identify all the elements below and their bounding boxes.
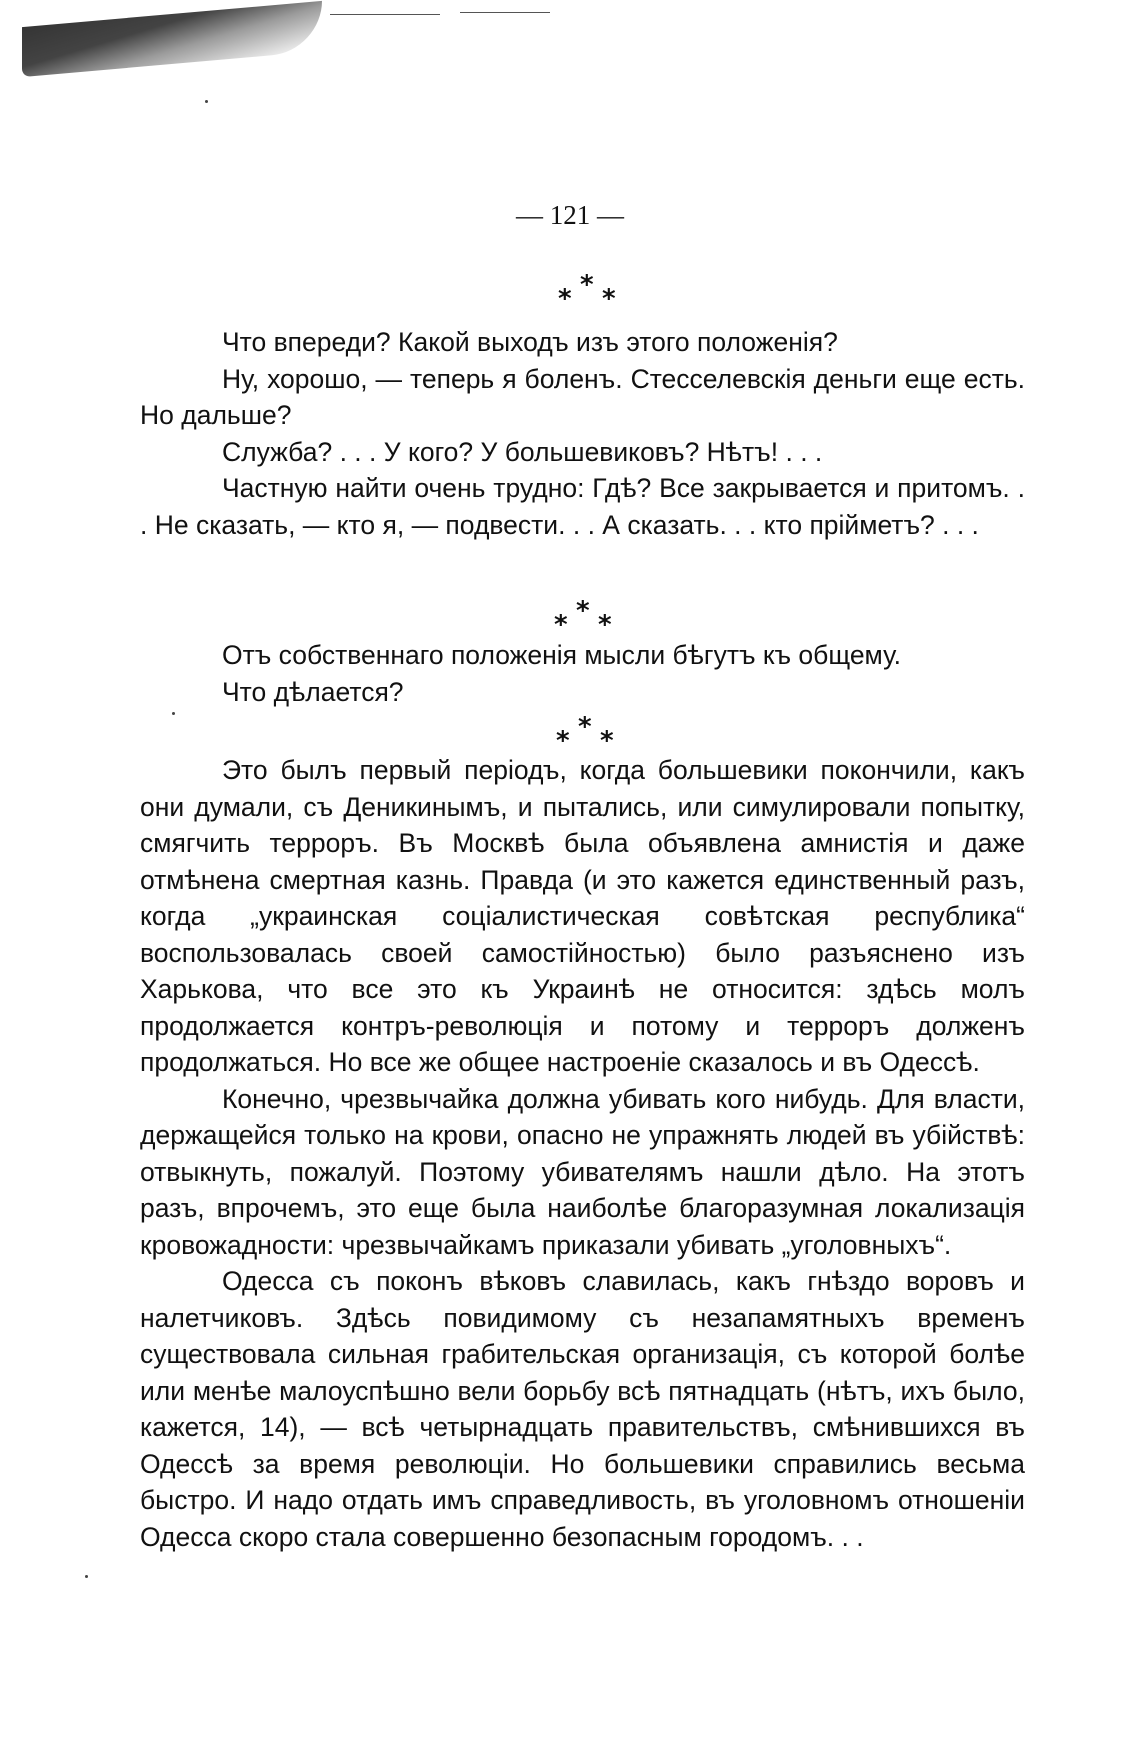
asterisk: *: [554, 610, 568, 640]
section-separator: [554, 598, 674, 638]
asterisk: *: [602, 284, 616, 314]
asterisk: *: [578, 712, 592, 742]
paragraph: Частную найти очень трудно: Гдѣ? Все закрывается и притомъ. . . Не сказать, — кто я, — подвести. . . А сказать. . . кто прійметъ? . . .: [140, 473, 1025, 540]
scan-speck: [205, 100, 208, 103]
section-separator: [558, 272, 678, 312]
paragraph: Конечно, чрезвычайка должна убивать кого нибудь. Для власти, держащейся только на крови, опасно не упражнять людей въ убійствѣ: отвыкнуть, пожалуй. Поэтому убивателямъ нашли дѣло. На этотъ разъ, впрочемъ, это еще была наиболѣе благоразумная локализація кровожадности: чрезвычайкамъ приказали убивать „уголовныхъ“.: [140, 1083, 1025, 1260]
paragraph: Отъ собственнаго положенія мысли бѣгутъ къ общему.: [222, 640, 902, 670]
paragraph: Что дѣлается?: [222, 676, 404, 707]
scan-speck: [172, 712, 175, 715]
section-3: [140, 752, 1025, 1555]
asterisk: *: [580, 270, 594, 300]
paragraph: Это былъ первый періодъ, когда большевики покончили, какъ они думали, съ Деникинымъ, и пытались, или симулировали попытку, смягчить терроръ. Въ Москвѣ была объявлена амнистія и даже отмѣнена смертная казнь. Правда (и это кажется единственный разъ, когда „украинская соціалистическая совѣтская республика“ воспользовалась своей самостійностью) было разъяснено изъ Харькова, что все это къ Украинѣ не относится: здѣсь молъ продолжается контръ-революція и потому и терроръ долженъ продолжаться. Но все же общее настроеніе сказалось и въ Одессѣ.: [140, 755, 1025, 1077]
paragraph: Служба? . . . У кого? У большевиковъ? Нѣтъ! . . .: [222, 436, 823, 467]
section-1: [140, 324, 1025, 543]
asterisk: *: [576, 596, 590, 626]
paragraph: Что впереди? Какой выходъ изъ этого положенія?: [222, 327, 838, 357]
paragraph: Одесса съ поконъ вѣковъ славилась, какъ гнѣздо воровъ и налетчиковъ. Здѣсь повидимому съ незапамятныхъ временъ существовала сильная грабительская организація, съ которой болѣе или менѣе малоуспѣшно вели борьбу всѣ пятнадцать (нѣтъ, ихъ было, кажется, 14), — всѣ четырнадцать правительствъ, смѣнившихся въ Одессѣ за время революціи. Но большевики справились весьма быстро. И надо отдать имъ справедливость, въ уголовномъ отношеніи Одесса скоро стала совершенно безопасным городомъ. . .: [140, 1266, 1025, 1552]
asterisk: *: [598, 610, 612, 640]
section-separator: [556, 714, 676, 754]
asterisk: *: [600, 726, 614, 756]
scan-speck: [85, 1575, 88, 1578]
scan-mark: [460, 12, 550, 13]
paragraph: Ну, хорошо, — теперь я боленъ. Стесселевскія деньги еще есть. Но дальше?: [140, 363, 1025, 430]
asterisk: *: [556, 726, 570, 756]
section-2: [140, 637, 1025, 710]
asterisk: *: [558, 284, 572, 314]
ink-smudge: [22, 1, 322, 77]
page-number: — 121 —: [516, 200, 624, 230]
scan-mark: [330, 14, 440, 15]
